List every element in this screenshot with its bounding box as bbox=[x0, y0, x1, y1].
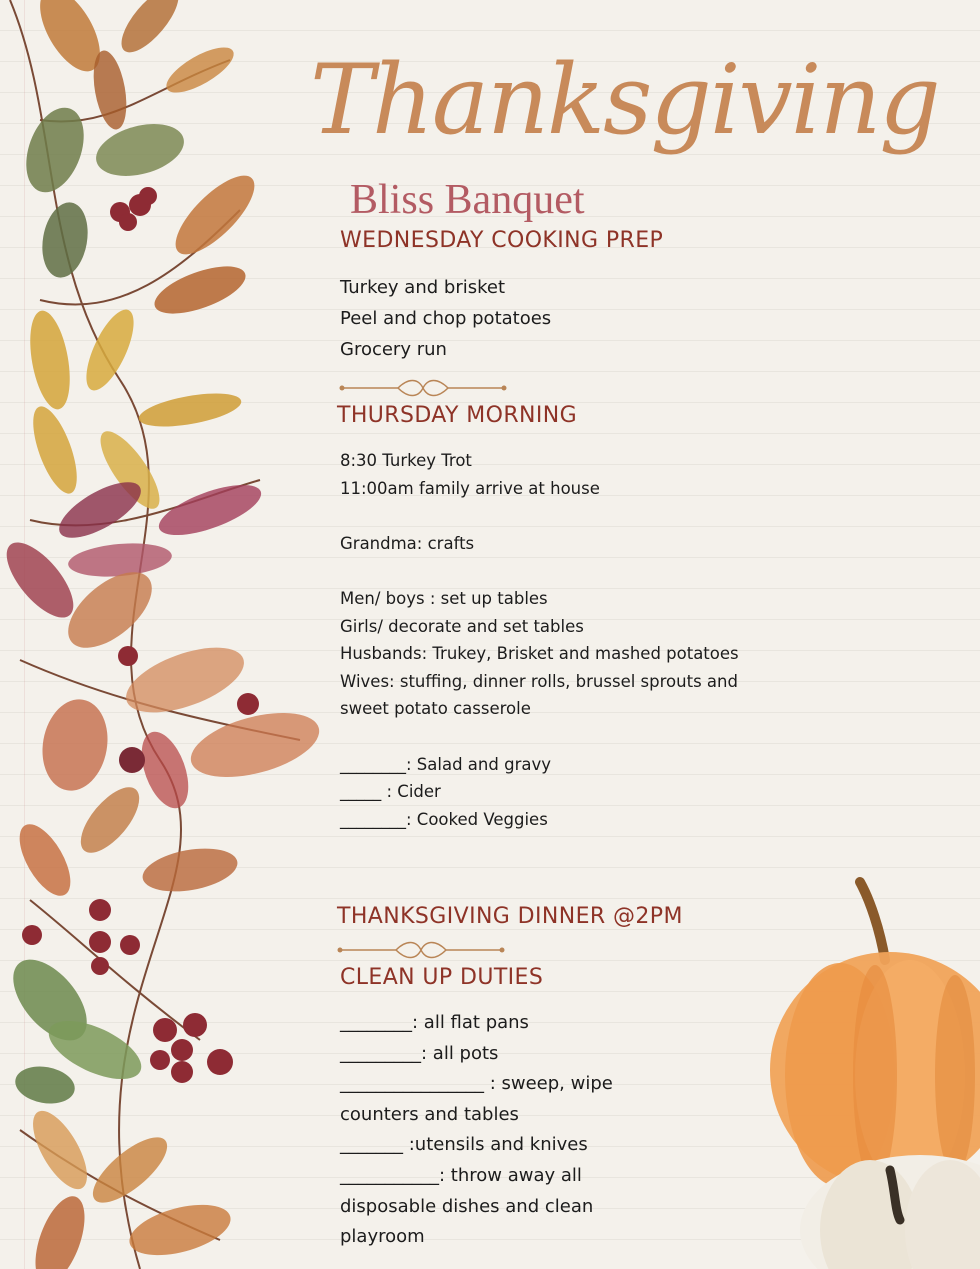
list-item: Grocery run bbox=[340, 339, 447, 360]
list-item: 8:30 Turkey Trot bbox=[340, 451, 472, 470]
thursday-heading: THURSDAY MORNING bbox=[337, 403, 578, 428]
list-item: 11:00am family arrive at house bbox=[340, 478, 600, 498]
list-item: Girls/ decorate and set tables bbox=[340, 616, 584, 636]
page-title: Thanksgiving bbox=[310, 44, 939, 156]
list-item: _____ : Cider bbox=[340, 782, 441, 802]
list-item: ________________ : sweep, wipe counters and tables bbox=[340, 1073, 613, 1125]
list-item: Turkey and brisket bbox=[340, 277, 506, 298]
wednesday-heading: WEDNESDAY COOKING PREP bbox=[340, 228, 664, 253]
wednesday-list bbox=[340, 272, 551, 365]
thursday-list bbox=[340, 447, 780, 833]
list-item: Grandma: crafts bbox=[340, 533, 475, 553]
page-subtitle: Bliss Banquet bbox=[350, 177, 585, 223]
cleanup-list bbox=[340, 1008, 680, 1253]
list-item: Peel and chop potatoes bbox=[340, 308, 552, 329]
list-item bbox=[340, 502, 780, 530]
list-item: _______ :utensils and knives bbox=[340, 1134, 588, 1156]
autumn-foliage-illustration bbox=[0, 0, 320, 1269]
list-item bbox=[340, 723, 780, 751]
cleanup-heading: CLEAN UP DUTIES bbox=[340, 965, 544, 990]
list-item: Wives: stuffing, dinner rolls, brussel sprouts and sweet potato casserole bbox=[340, 671, 738, 719]
list-item: Husbands: Trukey, Brisket and mashed potatoes bbox=[340, 644, 739, 664]
dinner-heading: THANKSGIVING DINNER @2PM bbox=[337, 904, 683, 929]
list-item: ___________: throw away all disposable dishes and clean playroom bbox=[340, 1164, 594, 1248]
flourish-divider-icon bbox=[336, 940, 506, 960]
list-item: ________: Cooked Veggies bbox=[340, 809, 548, 829]
list-item: Men/ boys : set up tables bbox=[340, 588, 548, 608]
list-item: _________: all pots bbox=[340, 1042, 499, 1064]
pumpkin-illustration bbox=[760, 870, 980, 1269]
flourish-divider-icon bbox=[338, 378, 508, 398]
list-item bbox=[340, 557, 780, 585]
list-item: ________: Salad and gravy bbox=[340, 754, 551, 774]
list-item: ________: all flat pans bbox=[340, 1012, 529, 1033]
